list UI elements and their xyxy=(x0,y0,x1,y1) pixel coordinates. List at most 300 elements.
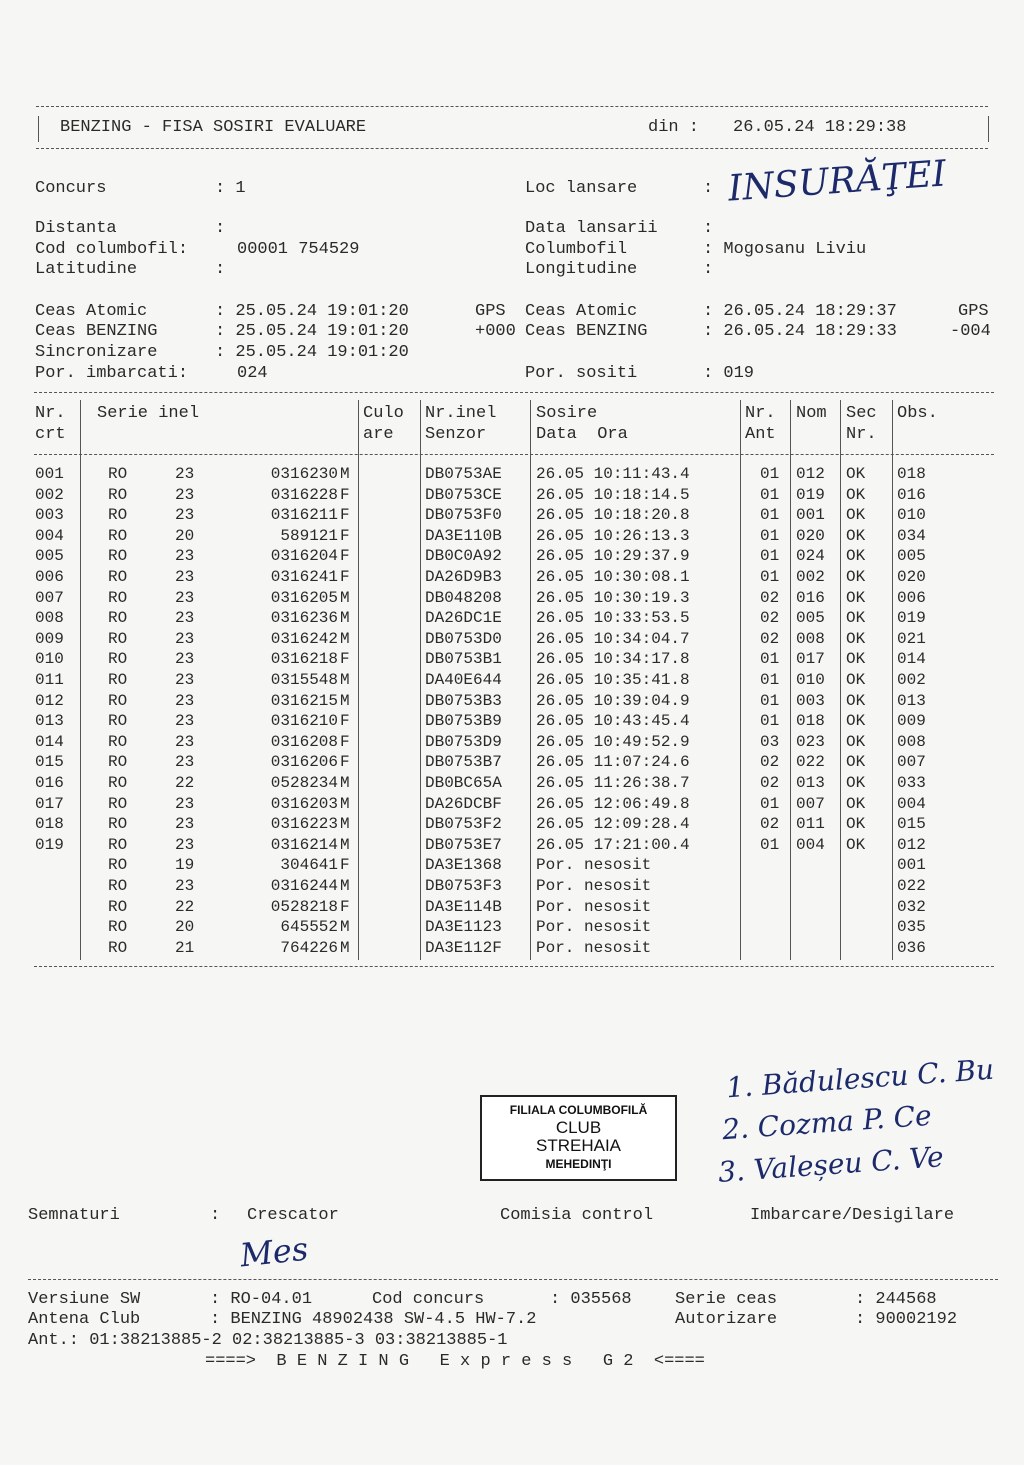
clock-right-label: Ceas BENZING xyxy=(525,322,648,341)
cell-an: 23 xyxy=(175,753,195,772)
cell-an: 23 xyxy=(175,671,195,689)
header-crt: crt xyxy=(35,425,66,444)
cell-sec: OK xyxy=(846,526,866,545)
cell-inel: 0316242 xyxy=(270,629,338,648)
cell-ant: 01 xyxy=(760,650,780,669)
data-lansarii-label: Data lansarii xyxy=(525,219,658,238)
cell-an: 23 xyxy=(175,485,195,504)
table-row xyxy=(0,938,1024,958)
cell-sosire: 26.05 10:11:43.4 xyxy=(536,465,690,483)
cell-nom: 016 xyxy=(796,588,825,607)
loc-sep: : xyxy=(703,179,714,198)
cell-sosire: 26.05 10:34:04.7 xyxy=(536,629,690,648)
cod-columbofil-label: Cod columbofil: xyxy=(35,240,189,259)
cell-senzor: DA40E644 xyxy=(425,671,502,689)
cell-an: 23 xyxy=(175,650,195,669)
cell-senzor: DB0753B9 xyxy=(425,712,502,731)
cell-an: 19 xyxy=(175,856,195,875)
cell-nom: 022 xyxy=(796,753,825,772)
cell-inel: 0316241 xyxy=(270,568,338,586)
cell-obs: 036 xyxy=(897,938,926,957)
cell-tara: RO xyxy=(108,897,128,916)
cell-obs: 002 xyxy=(897,671,926,689)
versiune-label: Versiune SW xyxy=(28,1290,141,1309)
cell-inel: 0316205 xyxy=(270,588,338,607)
cell-tara: RO xyxy=(108,712,128,731)
table-row xyxy=(0,567,1024,587)
cell-sex: F xyxy=(340,547,350,566)
cell-senzor: DB0753B3 xyxy=(425,691,502,710)
table-row xyxy=(0,464,1024,484)
stamp-line-3: STREHAIA xyxy=(535,1136,622,1155)
table-row xyxy=(0,876,1024,896)
loc-label: Loc lansare xyxy=(525,179,638,198)
cell-inel: 764226 xyxy=(280,938,338,957)
loc-handwritten: INSURĂŢEI xyxy=(726,153,948,210)
cell-an: 23 xyxy=(175,815,195,834)
distanta-value: : xyxy=(215,219,226,238)
cell-tara: RO xyxy=(108,732,128,751)
cell-sex: M xyxy=(340,877,350,895)
cell-nr: 009 xyxy=(35,629,64,648)
cell-sosire: Por. nesosit xyxy=(536,897,652,916)
cell-senzor: DB0753F3 xyxy=(425,877,502,895)
cell-sosire: 26.05 11:07:24.6 xyxy=(536,753,690,772)
cell-sex: M xyxy=(340,938,350,957)
cell-sec: OK xyxy=(846,691,866,710)
cell-sex: M xyxy=(340,588,350,607)
cell-inel: 0315548 xyxy=(270,671,338,689)
cell-inel: 0316204 xyxy=(270,547,338,566)
cell-tara: RO xyxy=(108,815,128,834)
cell-sex: M xyxy=(340,815,350,834)
cell-an: 20 xyxy=(175,918,195,937)
cell-sosire: 26.05 10:30:08.1 xyxy=(536,568,690,586)
cell-obs: 032 xyxy=(897,897,926,916)
table-row xyxy=(0,773,1024,793)
cell-ant: 01 xyxy=(760,526,780,545)
cell-nr: 010 xyxy=(35,650,64,669)
comisia-label: Comisia control xyxy=(500,1206,654,1225)
latitudine-value: : xyxy=(215,260,226,279)
cell-nom: 024 xyxy=(796,547,825,566)
cell-senzor: DB0753B1 xyxy=(425,650,502,669)
cell-sosire: 26.05 10:26:13.3 xyxy=(536,526,690,545)
cell-tara: RO xyxy=(108,629,128,648)
clock-left-value: : 25.05.24 19:01:20 xyxy=(215,322,409,341)
cell-an: 20 xyxy=(175,526,195,545)
cell-obs: 001 xyxy=(897,856,926,875)
table-row xyxy=(0,732,1024,752)
cell-obs: 018 xyxy=(897,465,926,483)
cell-sosire: 26.05 10:30:19.3 xyxy=(536,588,690,607)
cell-senzor: DA26DC1E xyxy=(425,609,502,628)
cell-sex: F xyxy=(340,856,350,875)
distanta-label: Distanta xyxy=(35,219,117,238)
cell-inel: 0316230 xyxy=(270,465,338,483)
cell-sosire: Por. nesosit xyxy=(536,856,652,875)
cell-inel: 0316211 xyxy=(270,506,338,525)
cell-senzor: DB0753CE xyxy=(425,485,502,504)
cell-obs: 014 xyxy=(897,650,926,669)
cell-inel: 0316228 xyxy=(270,485,338,504)
cell-sosire: 26.05 10:43:45.4 xyxy=(536,712,690,731)
clock-right-extra: -004 xyxy=(950,322,991,341)
cell-sosire: 26.05 10:18:14.5 xyxy=(536,485,690,504)
cell-tara: RO xyxy=(108,835,128,854)
cell-nom: 004 xyxy=(796,835,825,854)
cell-an: 22 xyxy=(175,774,195,792)
cell-obs: 021 xyxy=(897,629,926,648)
cell-tara: RO xyxy=(108,877,128,895)
header-sec-nr: Nr. xyxy=(846,425,877,444)
cell-inel: 0316214 xyxy=(270,835,338,854)
table-row xyxy=(0,670,1024,690)
cell-sex: F xyxy=(340,897,350,916)
commission-member-1: 1. Bădulescu C. Bu xyxy=(725,1052,995,1105)
cell-nom: 005 xyxy=(796,609,825,628)
cell-senzor: DB0753AE xyxy=(425,465,502,483)
page-title: BENZING - FISA SOSIRI EVALUARE xyxy=(60,118,367,137)
cell-sosire: 26.05 10:49:52.9 xyxy=(536,732,690,751)
cell-sex: F xyxy=(340,712,350,731)
cell-nom: 010 xyxy=(796,671,825,689)
table-row xyxy=(0,711,1024,731)
signatures-sep: : xyxy=(210,1206,221,1225)
cell-ant: 02 xyxy=(760,753,780,772)
cell-sex: M xyxy=(340,835,350,854)
imbarcare-label: Imbarcare/Desigilare xyxy=(750,1206,955,1225)
cell-tara: RO xyxy=(108,650,128,669)
cell-sec: OK xyxy=(846,794,866,813)
cell-an: 23 xyxy=(175,629,195,648)
cell-sosire: 26.05 12:09:28.4 xyxy=(536,815,690,834)
cell-sec: OK xyxy=(846,485,866,504)
cell-senzor: DA3E1368 xyxy=(425,856,502,875)
club-stamp xyxy=(480,1095,677,1181)
clock-left-extra: +000 xyxy=(475,322,516,341)
cell-nom: 020 xyxy=(796,526,825,545)
header-ant: Ant xyxy=(745,425,776,444)
clock-left-label: Ceas BENZING xyxy=(35,322,158,341)
cell-senzor: DB0BC65A xyxy=(425,774,502,792)
cell-sex: F xyxy=(340,753,350,772)
imbarcati-label: Por. imbarcati: xyxy=(35,364,189,383)
commission-member-3: 3. Valeșeu C. Ve xyxy=(717,1140,945,1189)
cell-an: 23 xyxy=(175,547,195,566)
data-lansarii-value: : xyxy=(703,219,714,238)
brand-line: ====> B E N Z I N G E x p r e s s G 2 <==== xyxy=(205,1352,705,1371)
cell-nom: 019 xyxy=(796,485,825,504)
cell-tara: RO xyxy=(108,753,128,772)
cell-ant: 01 xyxy=(760,506,780,525)
cell-obs: 013 xyxy=(897,691,926,710)
longitudine-label: Longitudine xyxy=(525,260,638,279)
cell-inel: 645552 xyxy=(280,918,338,937)
cell-obs: 033 xyxy=(897,774,926,792)
cell-an: 23 xyxy=(175,732,195,751)
cell-inel: 0316218 xyxy=(270,650,338,669)
cell-tara: RO xyxy=(108,506,128,525)
table-bottom-border xyxy=(34,966,994,967)
imbarcati-value: 024 xyxy=(237,364,268,383)
cell-ant: 02 xyxy=(760,629,780,648)
concurs-value: : 1 xyxy=(215,179,246,198)
stamp-line-1: FILIALA COLUMBOFILĂ xyxy=(509,1103,648,1117)
cell-sec: OK xyxy=(846,588,866,607)
table-row xyxy=(0,855,1024,875)
cell-an: 22 xyxy=(175,897,195,916)
cell-nr: 002 xyxy=(35,485,64,504)
cell-senzor: DA3E1123 xyxy=(425,918,502,937)
table-row xyxy=(0,546,1024,566)
cell-sec: OK xyxy=(846,753,866,772)
cell-ant: 02 xyxy=(760,609,780,628)
cell-nom: 017 xyxy=(796,650,825,669)
clock-left-value: : 25.05.24 19:01:20 xyxy=(215,302,409,321)
cell-sosire: 26.05 11:26:38.7 xyxy=(536,774,690,792)
cell-obs: 009 xyxy=(897,712,926,731)
cell-an: 23 xyxy=(175,568,195,586)
cell-ant: 01 xyxy=(760,465,780,483)
serie-ceas-value: : 244568 xyxy=(855,1290,937,1309)
cell-senzor: DA3E112F xyxy=(425,938,502,957)
header-nr: Nr. xyxy=(35,404,66,423)
cell-sex: M xyxy=(340,691,350,710)
cell-inel: 304641 xyxy=(280,856,338,875)
cell-sosire: 26.05 10:29:37.9 xyxy=(536,547,690,566)
cell-sosire: Por. nesosit xyxy=(536,938,652,957)
clock-right-value: : 26.05.24 18:29:33 xyxy=(703,322,897,341)
cell-tara: RO xyxy=(108,938,128,957)
cell-senzor: DB0753E7 xyxy=(425,835,502,854)
table-row xyxy=(0,608,1024,628)
footer-separator xyxy=(28,1279,998,1280)
cod-concurs-value: : 035568 xyxy=(550,1290,632,1309)
cell-tara: RO xyxy=(108,568,128,586)
cell-nom: 003 xyxy=(796,691,825,710)
cell-an: 23 xyxy=(175,877,195,895)
table-row xyxy=(0,835,1024,855)
stamp-line-4: MEHEDINŢI xyxy=(545,1157,612,1171)
cell-ant: 02 xyxy=(760,815,780,834)
cell-nr: 015 xyxy=(35,753,64,772)
cell-nr: 006 xyxy=(35,568,64,586)
header-nr-inel: Nr.inel xyxy=(425,404,497,423)
header-obs: Obs. xyxy=(897,404,938,423)
cell-senzor: DA3E110B xyxy=(425,526,502,545)
cell-inel: 0316208 xyxy=(270,732,338,751)
cell-sex: M xyxy=(340,609,350,628)
cell-sosire: 26.05 10:35:41.8 xyxy=(536,671,690,689)
cell-sec: OK xyxy=(846,835,866,854)
cell-senzor: DB0753F2 xyxy=(425,815,502,834)
cell-sec: OK xyxy=(846,732,866,751)
sositi-value: : 019 xyxy=(703,364,755,383)
cell-obs: 035 xyxy=(897,918,926,937)
cell-nr: 007 xyxy=(35,588,64,607)
cell-nr: 017 xyxy=(35,794,64,813)
cell-inel: 0316206 xyxy=(270,753,338,772)
date-value: 26.05.24 18:29:38 xyxy=(733,118,907,137)
cell-sex: F xyxy=(340,650,350,669)
table-row xyxy=(0,814,1024,834)
cell-sex: F xyxy=(340,526,350,545)
cell-sec: OK xyxy=(846,506,866,525)
header-data-ora: Data Ora xyxy=(536,425,628,444)
cell-ant: 01 xyxy=(760,485,780,504)
latitudine-label: Latitudine xyxy=(35,260,138,279)
cell-obs: 034 xyxy=(897,526,926,545)
cell-inel: 0316203 xyxy=(270,794,338,813)
table-row xyxy=(0,505,1024,525)
versiune-value: : RO-04.01 xyxy=(210,1290,313,1309)
commission-member-2: 2. Cozma P. Ce xyxy=(721,1098,933,1147)
cell-nr: 016 xyxy=(35,774,64,792)
cell-inel: 0528218 xyxy=(270,897,338,916)
cell-sosire: 26.05 10:39:04.9 xyxy=(536,691,690,710)
cell-nr: 014 xyxy=(35,732,64,751)
cell-inel: 589121 xyxy=(280,526,338,545)
header-senzor: Senzor xyxy=(425,425,487,444)
sositi-label: Por. sositi xyxy=(525,364,638,383)
cell-an: 23 xyxy=(175,794,195,813)
autorizare-value: : 90002192 xyxy=(855,1310,958,1329)
cell-senzor: DA3E114B xyxy=(425,897,502,916)
concurs-label: Concurs xyxy=(35,179,107,198)
cell-obs: 015 xyxy=(897,815,926,834)
cell-obs: 022 xyxy=(897,877,926,895)
cell-nom: 008 xyxy=(796,629,825,648)
cell-ant: 01 xyxy=(760,712,780,731)
cell-sosire: Por. nesosit xyxy=(536,918,652,937)
cell-ant: 01 xyxy=(760,835,780,854)
cell-an: 23 xyxy=(175,588,195,607)
table-row xyxy=(0,897,1024,917)
header-sosire: Sosire xyxy=(536,404,598,423)
cell-nom: 012 xyxy=(796,465,825,483)
cell-tara: RO xyxy=(108,609,128,628)
cell-senzor: DA26D9B3 xyxy=(425,568,502,586)
longitudine-value: : xyxy=(703,260,714,279)
serie-ceas-label: Serie ceas xyxy=(675,1290,778,1309)
cell-inel: 0316215 xyxy=(270,691,338,710)
cell-nr: 005 xyxy=(35,547,64,566)
columbofil-value: : Mogosanu Liviu xyxy=(703,240,867,259)
cell-obs: 006 xyxy=(897,588,926,607)
cell-obs: 019 xyxy=(897,609,926,628)
cell-obs: 016 xyxy=(897,485,926,504)
cell-ant: 02 xyxy=(760,774,780,792)
cell-an: 23 xyxy=(175,506,195,525)
cell-nom: 001 xyxy=(796,506,825,525)
cell-sosire: 26.05 17:21:00.4 xyxy=(536,835,690,854)
cell-nr: 013 xyxy=(35,712,64,731)
crescator-label: Crescator xyxy=(247,1206,339,1225)
cell-sex: F xyxy=(340,732,350,751)
cell-sosire: 26.05 10:34:17.8 xyxy=(536,650,690,669)
date-label: din : xyxy=(648,118,700,137)
cell-nom: 023 xyxy=(796,732,825,751)
cell-senzor: DB0753F0 xyxy=(425,506,502,525)
table-row xyxy=(0,629,1024,649)
cell-nr: 004 xyxy=(35,526,64,545)
cell-nom: 013 xyxy=(796,774,825,792)
cell-sosire: 26.05 10:33:53.5 xyxy=(536,609,690,628)
cell-sex: M xyxy=(340,794,350,813)
cell-sex: M xyxy=(340,465,350,483)
cell-tara: RO xyxy=(108,856,128,875)
cell-nr: 008 xyxy=(35,609,64,628)
cell-nr: 003 xyxy=(35,506,64,525)
clock-left-label: Ceas Atomic xyxy=(35,302,148,321)
cell-sec: OK xyxy=(846,671,866,689)
cell-sex: M xyxy=(340,774,350,792)
cell-nr: 001 xyxy=(35,465,64,483)
cell-an: 23 xyxy=(175,835,195,854)
cell-tara: RO xyxy=(108,526,128,545)
cell-inel: 0316244 xyxy=(270,877,338,895)
cell-ant: 01 xyxy=(760,691,780,710)
cell-ant: 03 xyxy=(760,732,780,751)
cell-obs: 004 xyxy=(897,794,926,813)
antenna-line: Ant.: 01:38213885-2 02:38213885-3 03:38213885-1 xyxy=(28,1331,508,1350)
table-row xyxy=(0,691,1024,711)
cell-obs: 020 xyxy=(897,568,926,586)
cell-ant: 01 xyxy=(760,568,780,586)
cell-senzor: DA26DCBF xyxy=(425,794,502,813)
cod-columbofil-value: 00001 754529 xyxy=(237,240,360,259)
cell-ant: 01 xyxy=(760,794,780,813)
table-row xyxy=(0,649,1024,669)
cell-sex: M xyxy=(340,629,350,648)
cell-obs: 007 xyxy=(897,753,926,772)
cell-inel: 0316236 xyxy=(270,609,338,628)
header-nr-ant: Nr. xyxy=(745,404,776,423)
autorizare-label: Autorizare xyxy=(675,1310,778,1329)
cell-inel: 0316223 xyxy=(270,815,338,834)
cell-tara: RO xyxy=(108,588,128,607)
cell-sex: F xyxy=(340,506,350,525)
table-row xyxy=(0,485,1024,505)
cell-sex: F xyxy=(340,568,350,586)
cell-an: 23 xyxy=(175,712,195,731)
header-culoare: Culo xyxy=(363,404,404,423)
header-sec: Sec xyxy=(846,404,877,423)
cell-tara: RO xyxy=(108,671,128,689)
cell-obs: 010 xyxy=(897,506,926,525)
cell-senzor: DB0753B7 xyxy=(425,753,502,772)
cell-nom: 011 xyxy=(796,815,825,834)
cell-sex: M xyxy=(340,918,350,937)
cell-senzor: DB048208 xyxy=(425,588,502,607)
cell-inel: 0316210 xyxy=(270,712,338,731)
cell-nom: 018 xyxy=(796,712,825,731)
cell-sex: F xyxy=(340,485,350,504)
cell-tara: RO xyxy=(108,547,128,566)
cell-ant: 01 xyxy=(760,547,780,566)
cell-sec: OK xyxy=(846,465,866,483)
clock-right-extra: GPS xyxy=(958,302,989,321)
cell-sec: OK xyxy=(846,650,866,669)
clock-right-label: Ceas Atomic xyxy=(525,302,638,321)
cell-senzor: DB0C0A92 xyxy=(425,547,502,566)
header-serie-inel: Serie inel xyxy=(97,404,200,423)
cell-nr: 018 xyxy=(35,815,64,834)
cell-nom: 007 xyxy=(796,794,825,813)
table-row xyxy=(0,752,1024,772)
cell-senzor: DB0753D0 xyxy=(425,629,502,648)
